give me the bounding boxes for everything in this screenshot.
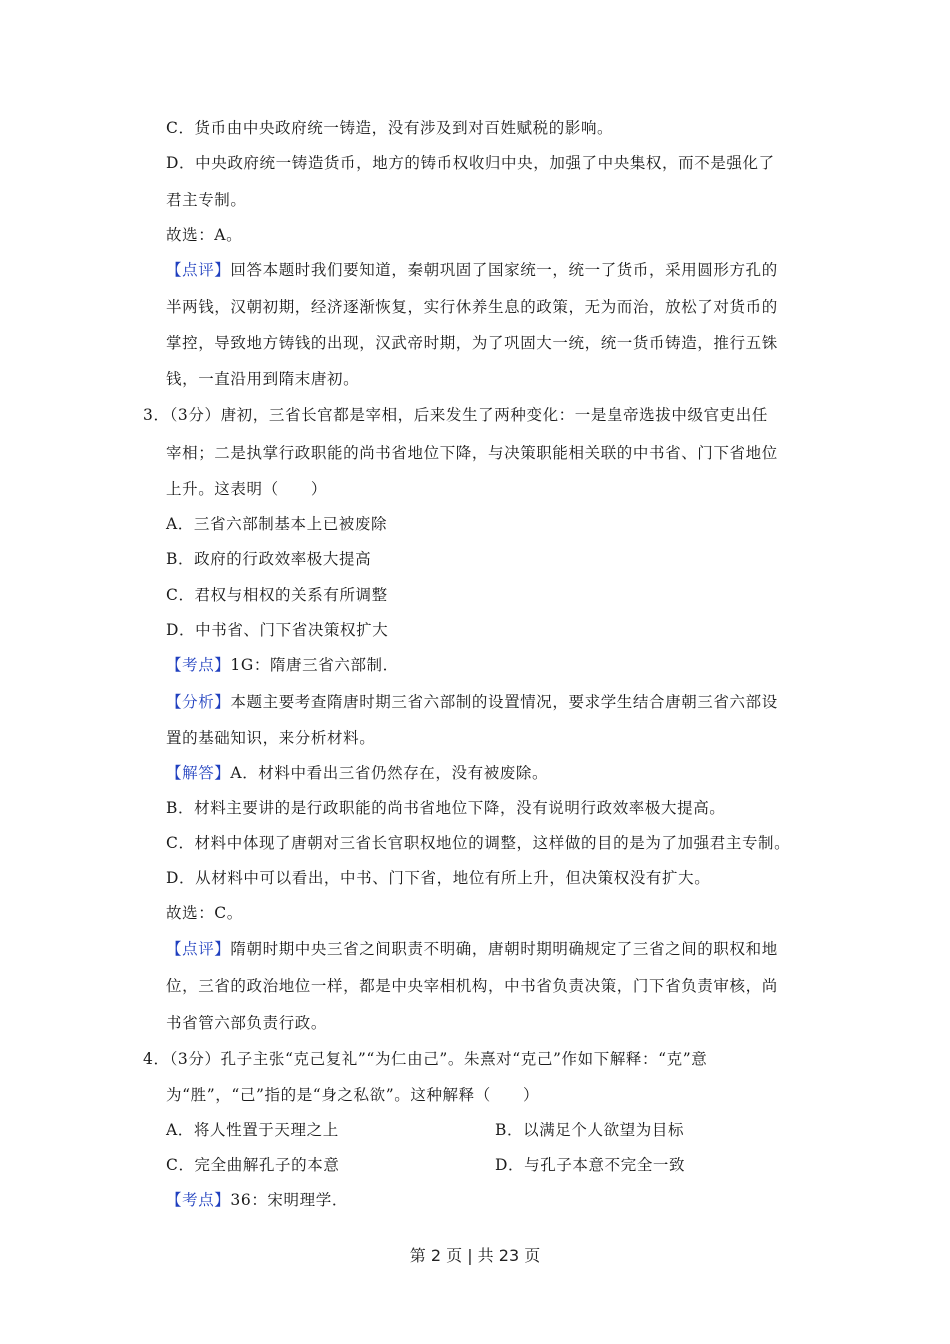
prev-review-2: 半两钱，汉朝初期，经济逐渐恢复，实行休养生息的政策，无为而治，放松了对货币的 xyxy=(166,298,778,316)
q4-option-d: D．与孔子本意不完全一致 xyxy=(495,1156,686,1174)
kaodian-tag: 【考点】 xyxy=(166,656,231,674)
prev-review-3: 掌控，导致地方铸钱的出现，汉武帝时期，为了巩固大一统，统一货币铸造，推行五铢 xyxy=(166,334,778,352)
q3-option-b: B．政府的行政效率极大提高 xyxy=(166,550,372,568)
q4-option-c: C．完全曲解孔子的本意 xyxy=(166,1156,340,1174)
prev-answer-c: C．货币由中央政府统一铸造，没有涉及到对百姓赋税的影响。 xyxy=(166,119,614,137)
q3-fenxi-2: 置的基础知识，来分析材料。 xyxy=(166,729,376,747)
question-number: 4． xyxy=(143,1050,170,1068)
prev-review-4: 钱，一直沿用到隋末唐初。 xyxy=(166,370,360,388)
q4-options-row-1 xyxy=(166,1120,806,1140)
q3-stem: 3．（3分）唐初，三省长官都是宰相，后来发生了两种变化：一是皇帝选拔中级官吏出任 xyxy=(143,406,768,424)
prev-choice: 故选：A。 xyxy=(166,226,243,244)
q3-review-3: 书省管六部负责行政。 xyxy=(166,1014,328,1032)
q4-option-b: B．以满足个人欲望为目标 xyxy=(495,1121,685,1139)
q4-stem-2: 为“胜”，“己”指的是“身之私欲”。这种解释（ ） xyxy=(166,1086,540,1104)
q4-stem: 4．（3分）孔子主张“克己复礼”“为仁由己”。朱熹对“克己”作如下解释：“克”意 xyxy=(143,1050,708,1068)
q3-review: 【点评】隋朝时期中央三省之间职责不明确，唐朝时期明确规定了三省之间的职权和地 xyxy=(166,940,778,958)
q3-choice: 故选：C。 xyxy=(166,904,243,922)
q3-jieda-c: C．材料中体现了唐朝对三省长官职权地位的调整，这样做的目的是为了加强君主专制。 xyxy=(166,834,791,852)
q3-jieda-d: D．从材料中可以看出，中书、门下省，地位有所上升，但决策权没有扩大。 xyxy=(166,869,711,887)
prev-answer-d-cont: 君主专制。 xyxy=(166,191,247,209)
q3-jieda: 【解答】A．材料中看出三省仍然存在，没有被废除。 xyxy=(166,764,549,782)
q3-option-c: C．君权与相权的关系有所调整 xyxy=(166,586,388,604)
jieda-tag: 【解答】 xyxy=(166,764,231,782)
q4-kaodian: 【考点】36：宋明理学． xyxy=(166,1191,348,1209)
review-tag: 【点评】 xyxy=(166,261,231,279)
prev-answer-d: D．中央政府统一铸造货币，地方的铸币权收归中央，加强了中央集权，而不是强化了 xyxy=(166,154,775,172)
q4-options-row-2 xyxy=(166,1155,806,1175)
q3-stem-2: 宰相；二是执掌行政职能的尚书省地位下降，与决策职能相关联的中书省、门下省地位 xyxy=(166,444,778,462)
kaodian-tag: 【考点】 xyxy=(166,1191,231,1209)
q3-option-a: A．三省六部制基本上已被废除 xyxy=(166,515,388,533)
fenxi-tag: 【分析】 xyxy=(166,693,231,711)
question-number: 3． xyxy=(143,406,170,424)
review-tag: 【点评】 xyxy=(166,940,231,958)
q3-stem-3: 上升。这表明（ ） xyxy=(166,480,328,498)
q3-jieda-b: B．材料主要讲的是行政职能的尚书省地位下降，没有说明行政效率极大提高。 xyxy=(166,799,726,817)
q3-option-d: D．中书省、门下省决策权扩大 xyxy=(166,621,389,639)
prev-review: 【点评】回答本题时我们要知道，秦朝巩固了国家统一，统一了货币，采用圆形方孔的 xyxy=(166,261,778,279)
q3-fenxi: 【分析】本题主要考查隋唐时期三省六部制的设置情况，要求学生结合唐朝三省六部设 xyxy=(166,693,778,711)
page-footer: 第 2 页 | 共 23 页 xyxy=(409,1246,541,1265)
q4-option-a: A．将人性置于天理之上 xyxy=(166,1121,339,1139)
q3-kaodian: 【考点】1G：隋唐三省六部制． xyxy=(166,656,399,674)
q3-review-2: 位，三省的政治地位一样，都是中央宰相机构，中书省负责决策，门下省负责审核，尚 xyxy=(166,977,778,995)
